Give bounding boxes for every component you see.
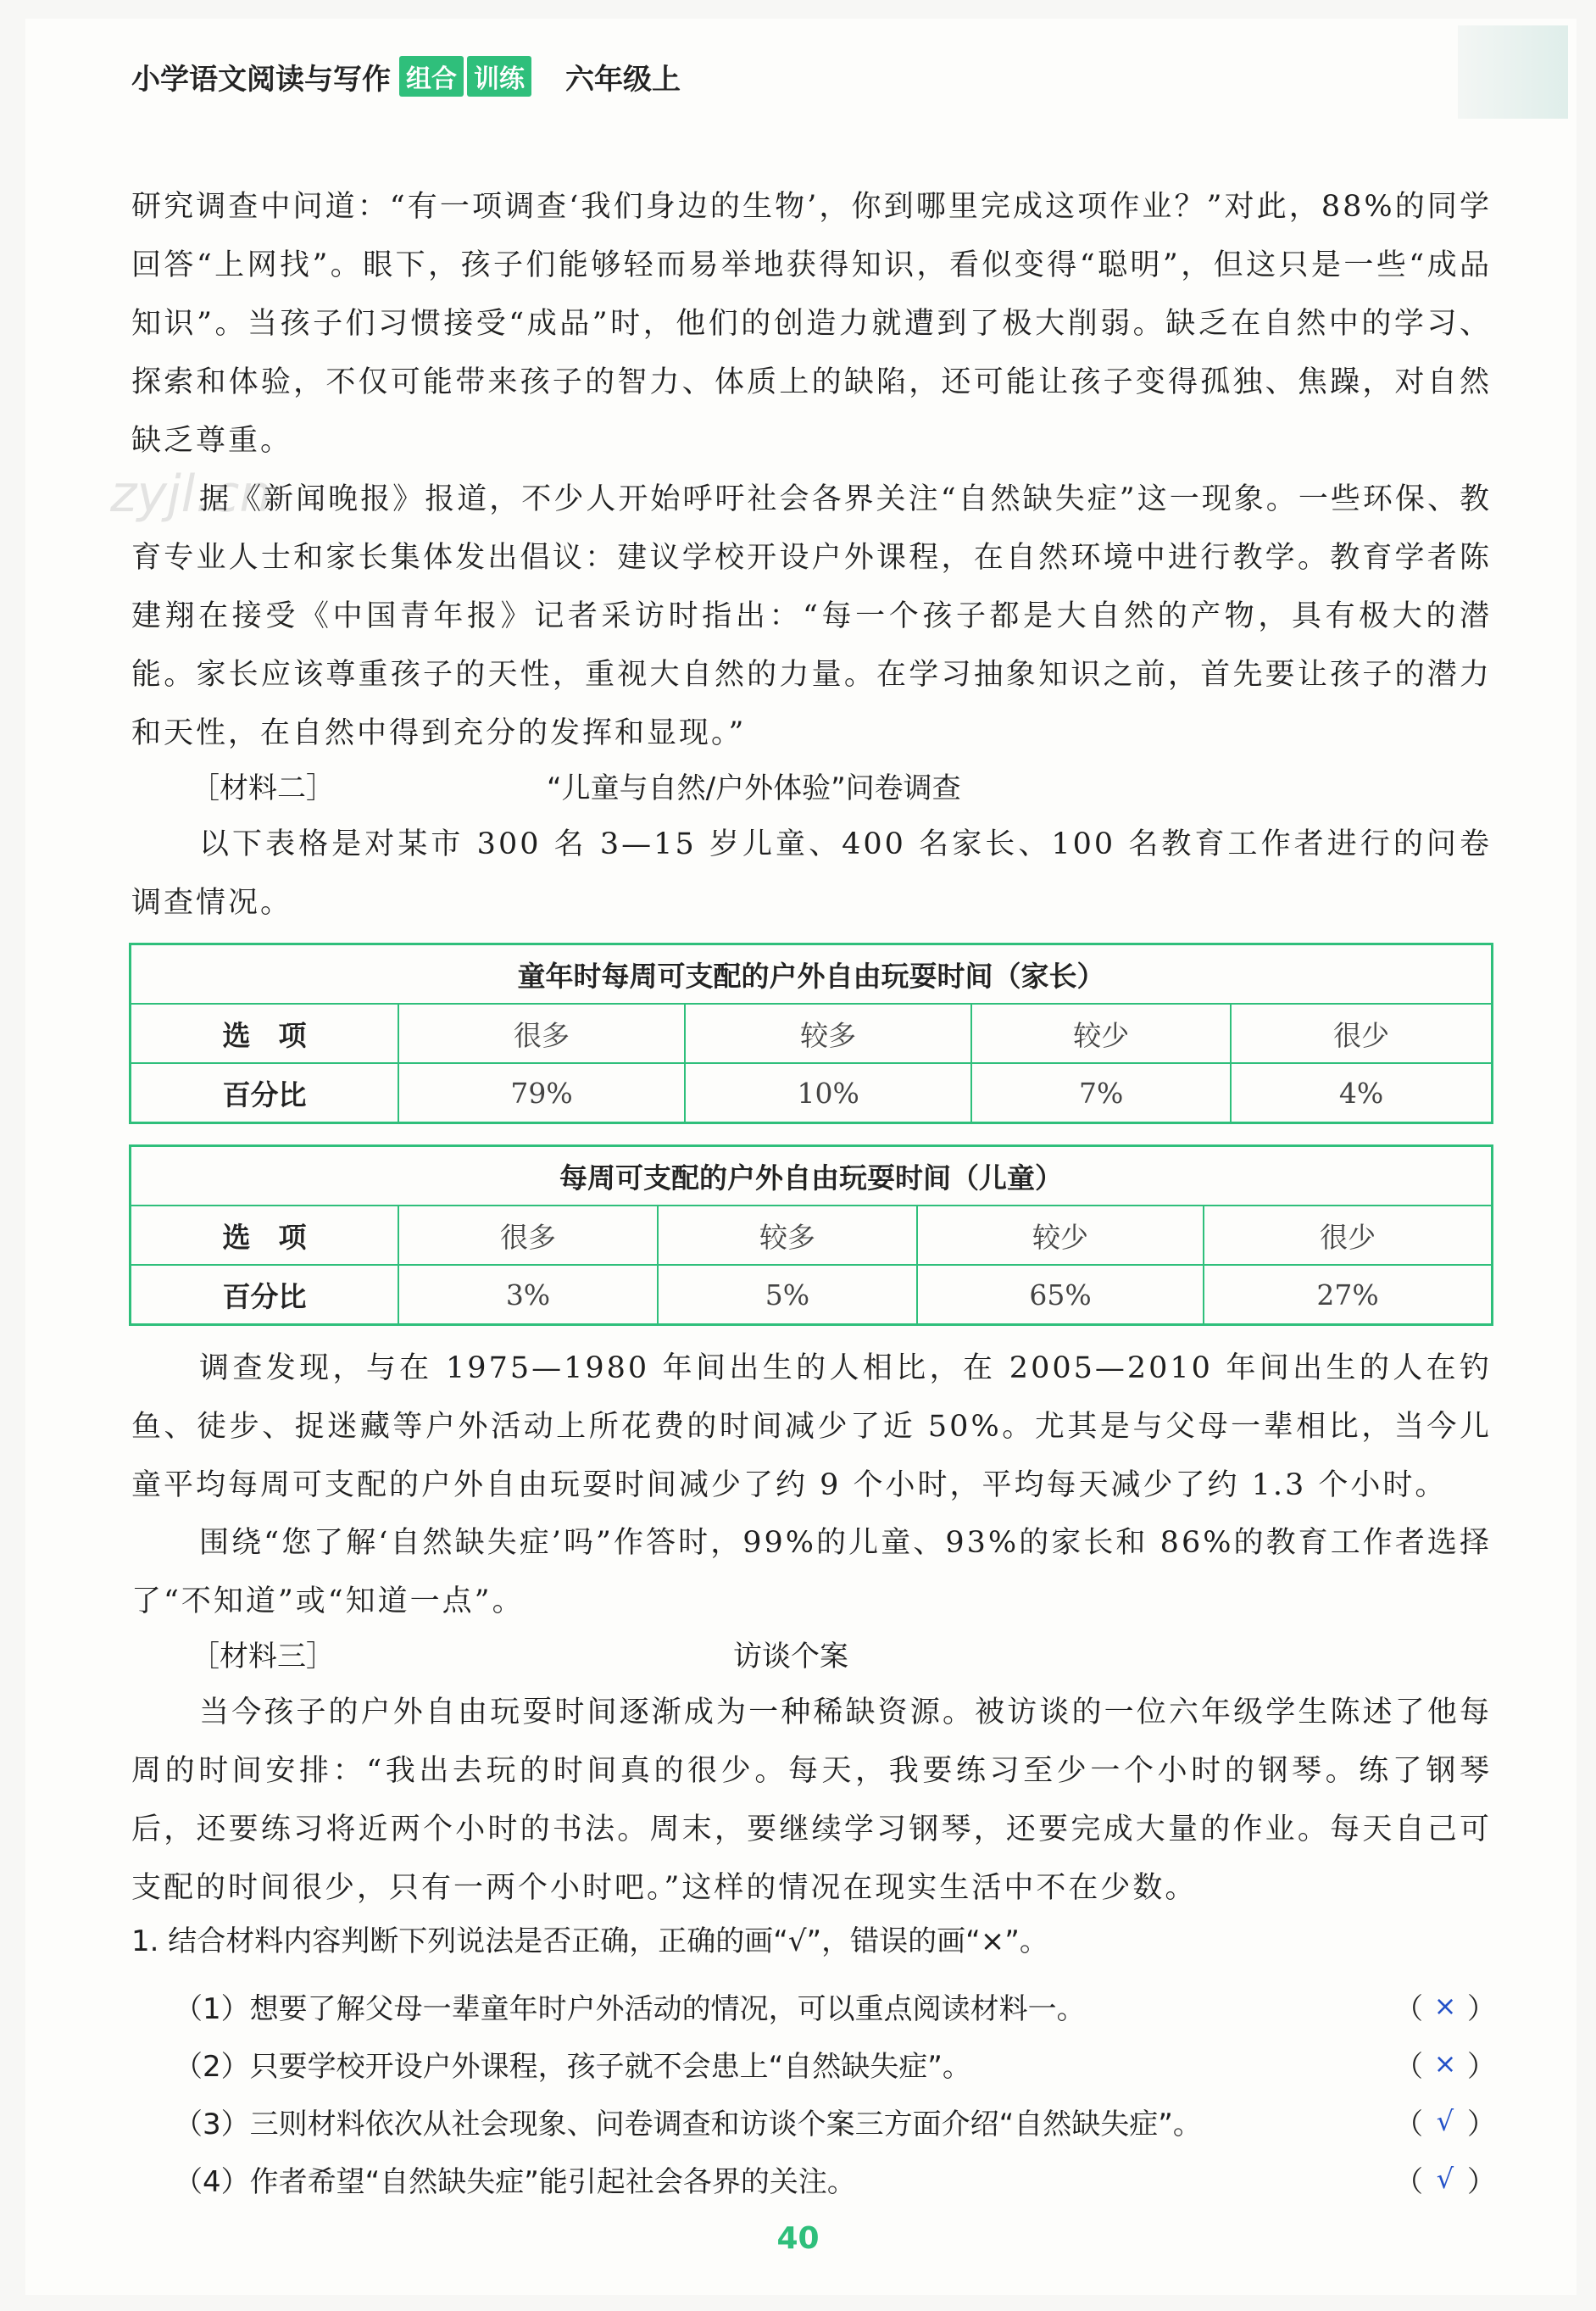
table-cell: 27% xyxy=(1204,1265,1492,1325)
row-header: 百分比 xyxy=(131,1265,399,1325)
question-1-prompt: 1. 结合材料内容判断下列说法是否正确，正确的画“√”，错误的画“×”。 xyxy=(131,1924,1048,1958)
table-row xyxy=(131,1063,1493,1123)
paragraph-2: 据《新闻晚报》报道，不少人开始呼吁社会各界关注“自然缺失症”这一现象。一些环保、教育专业人士和家长集体发出倡议：建议学校开设户外课程，在自然环境中进行教学。教育学者陈建翔在接受《中国青年报》记者采访时指出：“每一个孩子都是大自然的产物，具有极大的潜能。家长应该尊重孩子的天性，重视大自然的力量。在学习抽象知识之前，首先要让孩子的潜力和天性，在自然中得到充分的发挥和显现。” xyxy=(131,482,1492,750)
answer-mark: × xyxy=(1433,2047,1457,2080)
question-item xyxy=(174,1980,1496,2031)
table-cell: 79% xyxy=(398,1063,685,1123)
question-text: （1）想要了解父母一辈童年时户外活动的情况，可以重点阅读材料一。 xyxy=(174,1991,1086,2026)
paragraph-4: 调查发现，与在 1975—1980 年间出生的人相比，在 2005—2010 年间出生的人在钓鱼、徒步、捉迷藏等户外活动上所花费的时间减少了近 50%。尤其是与父母一辈相比，当今儿童平均每周可支配的户外自由玩耍时间减少了约 9 个小时，平均每天减少了约 1.3 个小时。 xyxy=(131,1351,1492,1502)
table-cell: 较多 xyxy=(658,1206,917,1265)
table-cell: 很多 xyxy=(398,1004,685,1063)
row-header: 百分比 xyxy=(131,1063,399,1123)
section-material-3 xyxy=(191,1628,1496,1679)
survey-table-children xyxy=(129,1144,1493,1326)
section-material-2 xyxy=(191,760,1496,810)
open-paren: （ xyxy=(1394,2049,1423,2084)
table-cell: 7% xyxy=(971,1063,1231,1123)
table-row xyxy=(131,1004,1493,1063)
table-caption: 每周可支配的户外自由玩耍时间（儿童） xyxy=(131,1146,1493,1206)
watermark: zyjl.cn xyxy=(110,465,272,524)
section-title: 访谈个案 xyxy=(733,1639,848,1673)
table-row xyxy=(131,1265,1493,1325)
tag-combination: 组合 xyxy=(399,56,464,97)
answer-mark: √ xyxy=(1436,2163,1454,2195)
question-text: （2）只要学校开设户外课程，孩子就不会患上“自然缺失症”。 xyxy=(174,2049,971,2084)
open-paren: （ xyxy=(1394,2164,1423,2199)
table-cell: 4% xyxy=(1231,1063,1492,1123)
section-label: ［材料二］ xyxy=(191,771,335,805)
table-cell: 很少 xyxy=(1204,1206,1492,1265)
table-cell: 较少 xyxy=(971,1004,1231,1063)
paragraph-6: 当今孩子的户外自由玩耍时间逐渐成为一种稀缺资源。被访谈的一位六年级学生陈述了他每周的时间安排：“我出去玩的时间真的很少。每天，我要练习至少一个小时的钢琴。练了钢琴后，还要练习将近两个小时的书法。周末，要继续学习钢琴，还要完成大量的作业。每天自己可支配的时间很少，只有一两个小时吧。”这样的情况在现实生活中不在少数。 xyxy=(131,1696,1492,1905)
close-paren: ） xyxy=(1466,2107,1496,2141)
row-header: 选 项 xyxy=(131,1004,399,1063)
table-row xyxy=(131,1206,1493,1265)
header-decoration xyxy=(1458,25,1568,119)
paragraph-3: 以下表格是对某市 300 名 3—15 岁儿童、400 名家长、100 名教育工作者进行的问卷调查情况。 xyxy=(131,827,1492,920)
table-cell: 3% xyxy=(398,1265,658,1325)
table-cell: 65% xyxy=(917,1265,1204,1325)
paragraph-1: 研究调查中问道：“有一项调查‘我们身边的生物’，你到哪里完成这项作业？”对此，88%的同学回答“上网找”。眼下，孩子们能够轻而易举地获得知识，看似变得“聪明”，但这只是一些“成品知识”。当孩子们习惯接受“成品”时，他们的创造力就遭到了极大削弱。缺乏在自然中的学习、探索和体验，不仅可能带来孩子的智力、体质上的缺陷，还可能让孩子变得孤独、焦躁，对自然缺乏尊重。 xyxy=(131,190,1493,458)
survey-table-parents xyxy=(129,943,1493,1124)
question-item xyxy=(174,2096,1496,2147)
section-label: ［材料三］ xyxy=(191,1639,335,1673)
question-item xyxy=(174,2038,1496,2089)
answer-box xyxy=(1394,2101,1496,2142)
answer-box xyxy=(1394,1985,1496,2027)
question-text: （4）作者希望“自然缺失症”能引起社会各界的关注。 xyxy=(174,2164,856,2199)
table-caption: 童年时每周可支配的户外自由玩耍时间（家长） xyxy=(131,944,1493,1005)
answer-box xyxy=(1394,2043,1496,2085)
grade-label: 六年级上 xyxy=(565,62,681,97)
row-header: 选 项 xyxy=(131,1206,399,1265)
answer-mark: √ xyxy=(1436,2105,1454,2137)
question-text: （3）三则材料依次从社会现象、问卷调查和访谈个案三方面介绍“自然缺失症”。 xyxy=(174,2107,1202,2141)
close-paren: ） xyxy=(1467,2049,1496,2084)
table-cell: 10% xyxy=(685,1063,971,1123)
table-cell: 很少 xyxy=(1231,1004,1492,1063)
answer-box xyxy=(1394,2158,1496,2200)
answer-mark: × xyxy=(1433,1990,1457,2022)
close-paren: ） xyxy=(1467,1991,1496,2026)
close-paren: ） xyxy=(1466,2164,1496,2199)
section-title: “儿童与自然/户外体验”问卷调查 xyxy=(547,771,961,805)
table-cell: 很多 xyxy=(398,1206,658,1265)
book-title: 小学语文阅读与写作 xyxy=(131,62,391,97)
table-cell: 较少 xyxy=(917,1206,1204,1265)
open-paren: （ xyxy=(1394,2107,1423,2141)
open-paren: （ xyxy=(1394,1991,1423,2026)
tag-training: 训练 xyxy=(467,56,531,97)
table-cell: 较多 xyxy=(685,1004,971,1063)
question-item xyxy=(174,2153,1496,2204)
running-header xyxy=(131,51,681,102)
page-number: 40 xyxy=(776,2221,820,2256)
table-cell: 5% xyxy=(658,1265,917,1325)
paragraph-5: 围绕“您了解‘自然缺失症’吗”作答时，99%的儿童、93%的家长和 86%的教育工作者选择了“不知道”或“知道一点”。 xyxy=(131,1526,1492,1618)
